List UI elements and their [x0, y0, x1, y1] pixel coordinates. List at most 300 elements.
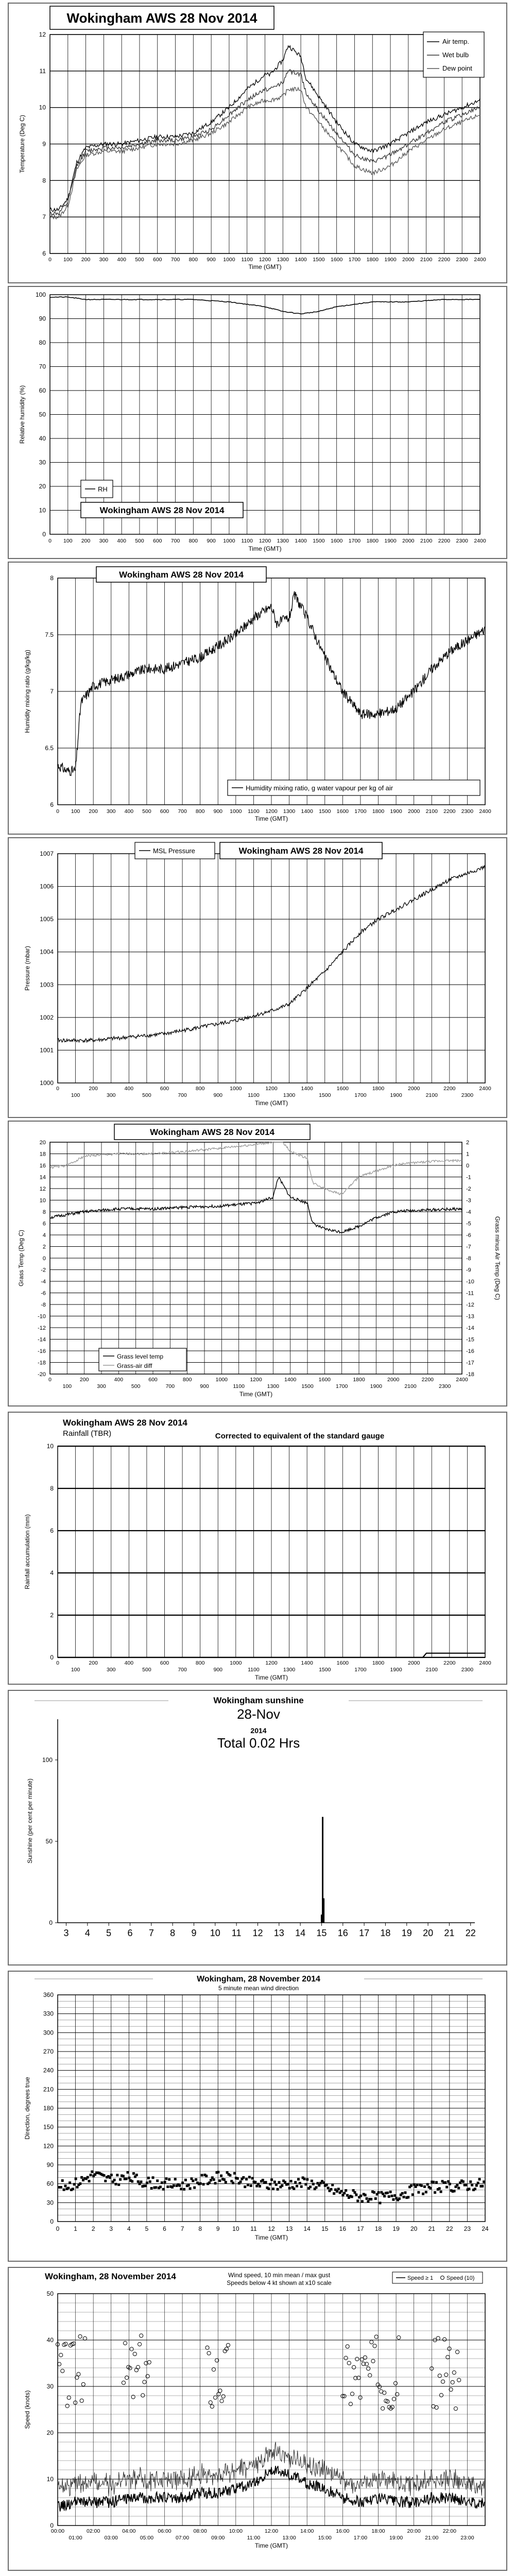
wdir-xtick-label: 0: [56, 2225, 60, 2232]
grass-panel: [8, 1121, 507, 1406]
mix-legend-label: Humidity mixing ratio, g water vapour per kg of air: [246, 784, 393, 792]
humidity-panel: [8, 286, 507, 559]
temp-xtick-label: 2200: [438, 257, 451, 263]
sunshine-chart: [9, 1691, 506, 1964]
grass-xtick-label: 400: [114, 1377, 124, 1383]
wspd-xlabel: Time (GMT): [254, 2542, 288, 2549]
press-xtick-label: 1400: [301, 1086, 313, 1092]
rain-ytick-label: 0: [50, 1654, 54, 1661]
grass-ytick-label: -18: [38, 1360, 46, 1366]
press-ytick-label: 1007: [40, 850, 54, 857]
grass-ytick2-label: -16: [466, 1348, 474, 1354]
press-xlabel: Time (GMT): [254, 1099, 288, 1107]
mix-title: Wokingham AWS 28 Nov 2014: [119, 570, 244, 580]
rh-ytick-label: 50: [39, 411, 46, 418]
grass-temp-chart: [9, 1122, 506, 1405]
mix-xtick-label: 1100: [248, 808, 260, 815]
mix-xtick-label: 2300: [461, 808, 474, 815]
rh-xtick-label: 1500: [313, 538, 325, 544]
wdir-point: [411, 2193, 414, 2196]
wdir-xtick-label: 9: [216, 2225, 220, 2232]
pressure-panel: [8, 837, 507, 1118]
grass-xtick-label: 1200: [250, 1377, 262, 1383]
wdir-point: [392, 2198, 394, 2201]
grass-ytick2-label: -7: [466, 1244, 471, 1250]
wdir-ytick-label: 30: [46, 2199, 54, 2207]
rain-xtick-label: 900: [213, 1667, 223, 1673]
wdir-point: [379, 2202, 381, 2205]
wdir-point: [477, 2182, 479, 2184]
wspd-xtick-label: 01:00: [68, 2535, 82, 2541]
wdir-point: [109, 2176, 111, 2179]
wdir-point: [420, 2184, 423, 2187]
sun-xtick-label: 20: [423, 1928, 434, 1938]
rh-xtick-label: 1000: [223, 538, 235, 544]
wdir-point: [474, 2188, 476, 2190]
grass-ytick-label: -4: [41, 1279, 46, 1285]
wdir-point: [318, 2184, 320, 2187]
wdir-point: [150, 2187, 153, 2190]
wdir-point: [468, 2188, 470, 2190]
wdir-point: [265, 2181, 267, 2183]
temp-ytick-label: 8: [42, 177, 46, 184]
wdir-point: [447, 2180, 450, 2183]
wdir-xtick-label: 23: [464, 2225, 471, 2232]
wdir-point: [180, 2188, 182, 2190]
wdir-point: [462, 2180, 465, 2183]
rh-xtick-label: 1100: [241, 538, 253, 544]
wdir-point: [453, 2190, 456, 2192]
wspd-ytick-label: 30: [46, 2383, 54, 2390]
press-xtick-label: 2200: [443, 1086, 456, 1092]
temp-xtick-label: 1800: [366, 257, 379, 263]
wdir-point: [72, 2188, 74, 2190]
wdir-point: [465, 2184, 468, 2187]
wdir-xtick-label: 2: [91, 2225, 95, 2232]
wspd-xtick-label: 23:00: [460, 2535, 474, 2541]
wspd-subtitle2: Speeds below 4 kt shown at x10 scale: [227, 2279, 332, 2286]
wdir-point: [223, 2178, 226, 2181]
wdir-point: [61, 2179, 64, 2182]
wdir-point: [225, 2181, 227, 2183]
press-xtick-label: 1100: [248, 1092, 260, 1098]
wdir-point: [386, 2192, 389, 2194]
temp-xtick-label: 1300: [277, 257, 289, 263]
wdir-point: [345, 2189, 347, 2192]
grass-xtick-label: 700: [165, 1383, 175, 1389]
rain-xtick-label: 1000: [230, 1660, 242, 1666]
grass-ytick2-label: -6: [466, 1232, 471, 1239]
press-ylabel: Pressure (mbar): [24, 946, 31, 991]
wspd-title: Wokingham, 28 November 2014: [45, 2272, 176, 2281]
grass-legend-label: Grass-air diff: [117, 1362, 152, 1369]
wspd-ytick-label: 20: [46, 2429, 54, 2436]
rh-ytick-label: 100: [35, 291, 46, 298]
sun-xtick-label: 12: [252, 1928, 263, 1938]
wdir-xlabel: Time (GMT): [254, 2234, 288, 2241]
press-xtick-label: 400: [124, 1086, 134, 1092]
wdir-point: [76, 2186, 79, 2189]
wspd-xtick-label: 14:00: [300, 2528, 314, 2534]
wdir-point: [247, 2183, 249, 2186]
wdir-point: [270, 2178, 273, 2181]
wdir-point: [152, 2176, 154, 2179]
wdir-point: [161, 2181, 163, 2184]
wdir-point: [210, 2179, 212, 2181]
wind-direction-panel: [8, 1971, 507, 2262]
grass-ytick2-label: -13: [466, 1313, 474, 1320]
temp-xtick-label: 900: [207, 257, 216, 263]
wspd-xtick-label: 18:00: [371, 2528, 385, 2534]
wdir-point: [189, 2187, 192, 2190]
wdir-ytick-label: 300: [43, 2029, 54, 2037]
rain-xtick-label: 2400: [479, 1660, 491, 1666]
temp-xtick-label: 500: [135, 257, 144, 263]
wdir-point: [67, 2187, 70, 2190]
mix-ytick-label: 7.5: [45, 631, 54, 638]
wdir-point: [201, 2174, 203, 2177]
grass-ytick2-label: -8: [466, 1256, 471, 1262]
sun-ytick-label: 100: [42, 1756, 53, 1764]
wdir-ytick-label: 210: [43, 2086, 54, 2093]
grass-ytick-label: 4: [42, 1232, 46, 1239]
rain-xtick-label: 1300: [283, 1667, 296, 1673]
temp-ytick-label: 6: [42, 250, 46, 257]
sun-ytick-label: 50: [45, 1838, 53, 1845]
mix-ytick-label: 6.5: [45, 744, 54, 752]
temperature-chart: [9, 4, 506, 282]
temp-xtick-label: 300: [99, 257, 109, 263]
grass-xtick-label: 1400: [284, 1377, 297, 1383]
wdir-point: [213, 2178, 215, 2181]
wdir-point: [337, 2188, 340, 2190]
rain-xtick-label: 2300: [461, 1667, 474, 1673]
wdir-point: [173, 2184, 175, 2187]
wdir-point: [322, 2181, 325, 2184]
grass-title: Wokingham AWS 28 Nov 2014: [150, 1127, 274, 1138]
wdir-point: [478, 2178, 481, 2180]
wdir-point: [374, 2197, 377, 2200]
grass-ytick-label: 12: [39, 1186, 46, 1192]
rh-xtick-label: 600: [152, 538, 162, 544]
wdir-point: [315, 2186, 318, 2189]
wdir-point: [481, 2185, 484, 2188]
wdir-point: [290, 2180, 293, 2182]
wdir-point: [168, 2178, 170, 2181]
rain-xtick-label: 400: [124, 1660, 134, 1666]
rh-xtick-label: 1800: [366, 538, 379, 544]
press-xtick-label: 0: [56, 1086, 59, 1092]
rh-ytick-label: 80: [39, 339, 46, 346]
mix-xtick-label: 100: [71, 808, 80, 815]
wspd-xtick-label: 05:00: [140, 2535, 154, 2541]
wdir-point: [79, 2182, 81, 2185]
press-ytick-label: 1003: [40, 981, 54, 989]
rh-xtick-label: 200: [81, 538, 91, 544]
wdir-point: [417, 2191, 420, 2194]
wdir-point: [398, 2197, 401, 2200]
grass-ytick2-label: -1: [466, 1174, 471, 1181]
wdir-point: [205, 2175, 208, 2177]
grass-xtick-label: 2400: [456, 1377, 468, 1383]
temp-xtick-label: 1000: [223, 257, 235, 263]
wdir-point: [366, 2197, 368, 2200]
wdir-point: [208, 2181, 211, 2184]
mix-xtick-label: 1400: [301, 808, 313, 815]
press-xtick-label: 2000: [407, 1086, 420, 1092]
wdir-point: [296, 2185, 298, 2188]
wdir-point: [183, 2188, 185, 2191]
wdir-point: [287, 2183, 289, 2185]
rh-xtick-label: 1400: [295, 538, 307, 544]
wdir-point: [193, 2187, 196, 2189]
wdir-point: [288, 2187, 291, 2190]
wdir-point: [277, 2188, 279, 2191]
wdir-title: Wokingham, 28 November 2014: [197, 1975, 320, 1984]
rain-xtick-label: 600: [160, 1660, 169, 1666]
rh-ytick-label: 0: [42, 531, 46, 538]
press-ytick-label: 1000: [40, 1079, 54, 1087]
rh-xtick-label: 1900: [384, 538, 397, 544]
rain-xtick-label: 100: [71, 1667, 80, 1673]
temp-title: Wokingham AWS 28 Nov 2014: [66, 10, 258, 26]
wdir-point: [140, 2180, 142, 2183]
sun-ytick-label: 0: [49, 1919, 53, 1926]
grass-ytick2-label: 0: [466, 1163, 470, 1169]
rain-xtick-label: 1800: [372, 1660, 385, 1666]
temp-xtick-label: 800: [188, 257, 198, 263]
wdir-point: [132, 2172, 135, 2175]
rh-xtick-label: 1700: [348, 538, 361, 544]
wdir-point: [251, 2177, 254, 2179]
mixing-ratio-panel: [8, 562, 507, 835]
temp-ytick-label: 11: [39, 67, 46, 75]
sun-xtick-label: 6: [127, 1928, 133, 1938]
sun-xtick-label: 22: [465, 1928, 476, 1938]
rh-xtick-label: 2400: [474, 538, 486, 544]
wdir-point: [483, 2180, 485, 2183]
wspd-xtick-label: 06:00: [158, 2528, 171, 2534]
wdir-point: [64, 2184, 66, 2187]
wdir-point: [181, 2181, 184, 2184]
rh-xtick-label: 2100: [420, 538, 433, 544]
wdir-point: [304, 2183, 307, 2185]
mix-xtick-label: 1200: [265, 808, 278, 815]
wspd-xtick-label: 00:00: [50, 2528, 65, 2534]
wdir-point: [353, 2191, 356, 2194]
rh-xtick-label: 0: [48, 538, 52, 544]
rain-xtick-label: 1100: [248, 1667, 260, 1673]
mix-ytick-label: 6: [50, 801, 54, 808]
wdir-xtick-label: 11: [250, 2225, 257, 2232]
wdir-point: [104, 2180, 107, 2182]
wspd-xtick-label: 17:00: [353, 2535, 368, 2541]
mix-xtick-label: 2200: [443, 808, 456, 815]
temp-ylabel: Temperature (Deg C): [19, 115, 26, 173]
grass-ytick2-label: -17: [466, 1360, 474, 1366]
wspd-xtick-label: 08:00: [193, 2528, 207, 2534]
wind-speed-chart: [9, 2268, 506, 2570]
rh-xtick-label: 100: [63, 538, 73, 544]
mix-ytick-label: 7: [50, 688, 54, 695]
mix-xtick-label: 900: [213, 808, 223, 815]
wdir-xtick-label: 18: [374, 2225, 382, 2232]
wdir-point: [284, 2181, 286, 2183]
wdir-point: [250, 2184, 252, 2187]
mix-ytick-label: 8: [50, 574, 54, 582]
wdir-xtick-label: 20: [410, 2225, 418, 2232]
wdir-point: [259, 2185, 261, 2188]
grass-ytick-label: 0: [42, 1256, 46, 1262]
wdir-point: [110, 2174, 113, 2176]
wdir-point: [273, 2181, 276, 2183]
rh-ytick-label: 20: [39, 483, 46, 490]
temp-legend-label: Dew point: [442, 64, 472, 72]
grass-ytick-label: 2: [42, 1244, 46, 1250]
wdir-subtitle: 5 minute mean wind direction: [218, 1985, 299, 1992]
grass-xtick-label: 1900: [370, 1383, 383, 1389]
rh-xtick-label: 1300: [277, 538, 289, 544]
rh-ytick-label: 70: [39, 363, 46, 370]
grass-ytick2-label: -12: [466, 1302, 474, 1308]
grass-ytick-label: -16: [38, 1348, 46, 1354]
wspd-xtick-label: 16:00: [336, 2528, 350, 2534]
wdir-point: [299, 2182, 301, 2184]
wspd-ytick-label: 0: [50, 2522, 54, 2529]
wdir-point: [159, 2185, 162, 2188]
wspd-xtick-label: 03:00: [104, 2535, 118, 2541]
wdir-ytick-label: 150: [43, 2123, 54, 2131]
grass-ytick2-label: -11: [466, 1290, 474, 1297]
wdir-point: [254, 2181, 256, 2183]
rain-xtick-label: 2100: [425, 1667, 438, 1673]
rain-ytick-label: 6: [50, 1527, 54, 1534]
wdir-point: [232, 2182, 234, 2184]
wspd-ytick-label: 10: [46, 2476, 54, 2483]
wdir-point: [327, 2187, 330, 2189]
temp-ytick-label: 9: [42, 140, 46, 148]
temp-xtick-label: 600: [152, 257, 162, 263]
wdir-ytick-label: 90: [46, 2161, 54, 2168]
wdir-point: [122, 2175, 125, 2177]
wdir-point: [239, 2180, 242, 2183]
temp-ytick-label: 12: [39, 31, 46, 38]
wdir-point: [351, 2195, 353, 2198]
rh-title: Wokingham AWS 28 Nov 2014: [99, 505, 225, 516]
wdir-point: [449, 2183, 451, 2185]
mix-xtick-label: 1000: [230, 808, 242, 815]
sun-xtick-label: 3: [63, 1928, 69, 1938]
grass-ytick-label: 6: [42, 1221, 46, 1227]
wind-direction-chart: [9, 1972, 506, 2261]
press-ytick-label: 1002: [40, 1013, 54, 1021]
rainfall-chart: [9, 1413, 506, 1684]
rain-ytick-label: 4: [50, 1569, 54, 1577]
wdir-point: [147, 2177, 150, 2179]
wdir-xtick-label: 24: [482, 2225, 489, 2232]
temp-xtick-label: 0: [48, 257, 52, 263]
wdir-point: [229, 2174, 231, 2177]
wdir-xtick-label: 3: [109, 2225, 113, 2232]
wdir-point: [293, 2188, 295, 2190]
rh-ytick-label: 90: [39, 315, 46, 323]
grass-ylabel: Grass Temp (Deg C): [18, 1230, 25, 1286]
grass-ytick2-label: -10: [466, 1279, 474, 1285]
wdir-ytick-label: 330: [43, 2010, 54, 2018]
sun-xtick-label: 15: [316, 1928, 327, 1938]
rain-ytick-label: 8: [50, 1485, 54, 1492]
rh-ylabel: Relative humidity (%): [19, 385, 26, 444]
rh-ytick-label: 30: [39, 459, 46, 466]
grass-ytick-label: 18: [39, 1151, 46, 1158]
press-title: Wokingham AWS 28 Nov 2014: [238, 846, 364, 856]
wdir-point: [309, 2185, 312, 2188]
wdir-point: [340, 2190, 343, 2193]
grass-legend-label: Grass level temp: [117, 1353, 164, 1360]
grass-xtick-label: 1500: [301, 1383, 314, 1389]
wdir-ytick-label: 360: [43, 1991, 54, 1998]
wdir-point: [125, 2178, 128, 2180]
sun-date: 28-Nov: [237, 1706, 280, 1722]
mix-xtick-label: 2000: [407, 808, 420, 815]
grass-xtick-label: 2000: [387, 1377, 400, 1383]
wdir-point: [382, 2193, 384, 2195]
grass-xtick-label: 1300: [267, 1383, 280, 1389]
rain-xtick-label: 1200: [265, 1660, 278, 1666]
wdir-point: [202, 2183, 205, 2185]
press-xtick-label: 800: [195, 1086, 205, 1092]
wdir-point: [469, 2180, 472, 2183]
wdir-point: [165, 2177, 167, 2180]
grass-xtick-label: 1800: [353, 1377, 365, 1383]
press-xtick-label: 1000: [230, 1086, 242, 1092]
wdir-point: [269, 2183, 271, 2185]
rh-xtick-label: 300: [99, 538, 109, 544]
rh-xtick-label: 2200: [438, 538, 451, 544]
wdir-xtick-label: 16: [339, 2225, 347, 2232]
wdir-point: [184, 2179, 187, 2181]
wdir-point: [359, 2195, 362, 2197]
sun-xtick-label: 13: [273, 1928, 284, 1938]
temp-xtick-label: 1500: [313, 257, 325, 263]
wdir-point: [149, 2180, 151, 2183]
wspd-xtick-label: 15:00: [318, 2535, 332, 2541]
grass-ytick-label: -8: [41, 1302, 46, 1308]
wdir-xtick-label: 19: [392, 2225, 400, 2232]
grass-xtick-label: 2300: [438, 1383, 451, 1389]
mix-xtick-label: 1500: [319, 808, 331, 815]
sun-title: Wokingham sunshine: [213, 1696, 304, 1705]
wdir-xtick-label: 14: [303, 2225, 311, 2232]
rain-title: Wokingham AWS 28 Nov 2014: [63, 1418, 187, 1428]
wdir-point: [377, 2191, 380, 2194]
wdir-point: [75, 2178, 77, 2180]
wdir-point: [303, 2178, 305, 2180]
press-xtick-label: 2400: [479, 1086, 491, 1092]
press-ytick-label: 1001: [40, 1046, 54, 1054]
press-xtick-label: 1700: [354, 1092, 367, 1098]
wdir-point: [429, 2187, 432, 2190]
wdir-xtick-label: 1: [74, 2225, 77, 2232]
wdir-point: [73, 2183, 76, 2185]
grass-ytick-label: -2: [41, 1267, 46, 1274]
grass-ytick2-label: -15: [466, 1336, 474, 1343]
wdir-point: [312, 2183, 315, 2185]
wdir-point: [343, 2192, 346, 2194]
sun-xtick-label: 17: [359, 1928, 370, 1938]
wdir-point: [174, 2178, 177, 2180]
wdir-point: [91, 2171, 93, 2173]
